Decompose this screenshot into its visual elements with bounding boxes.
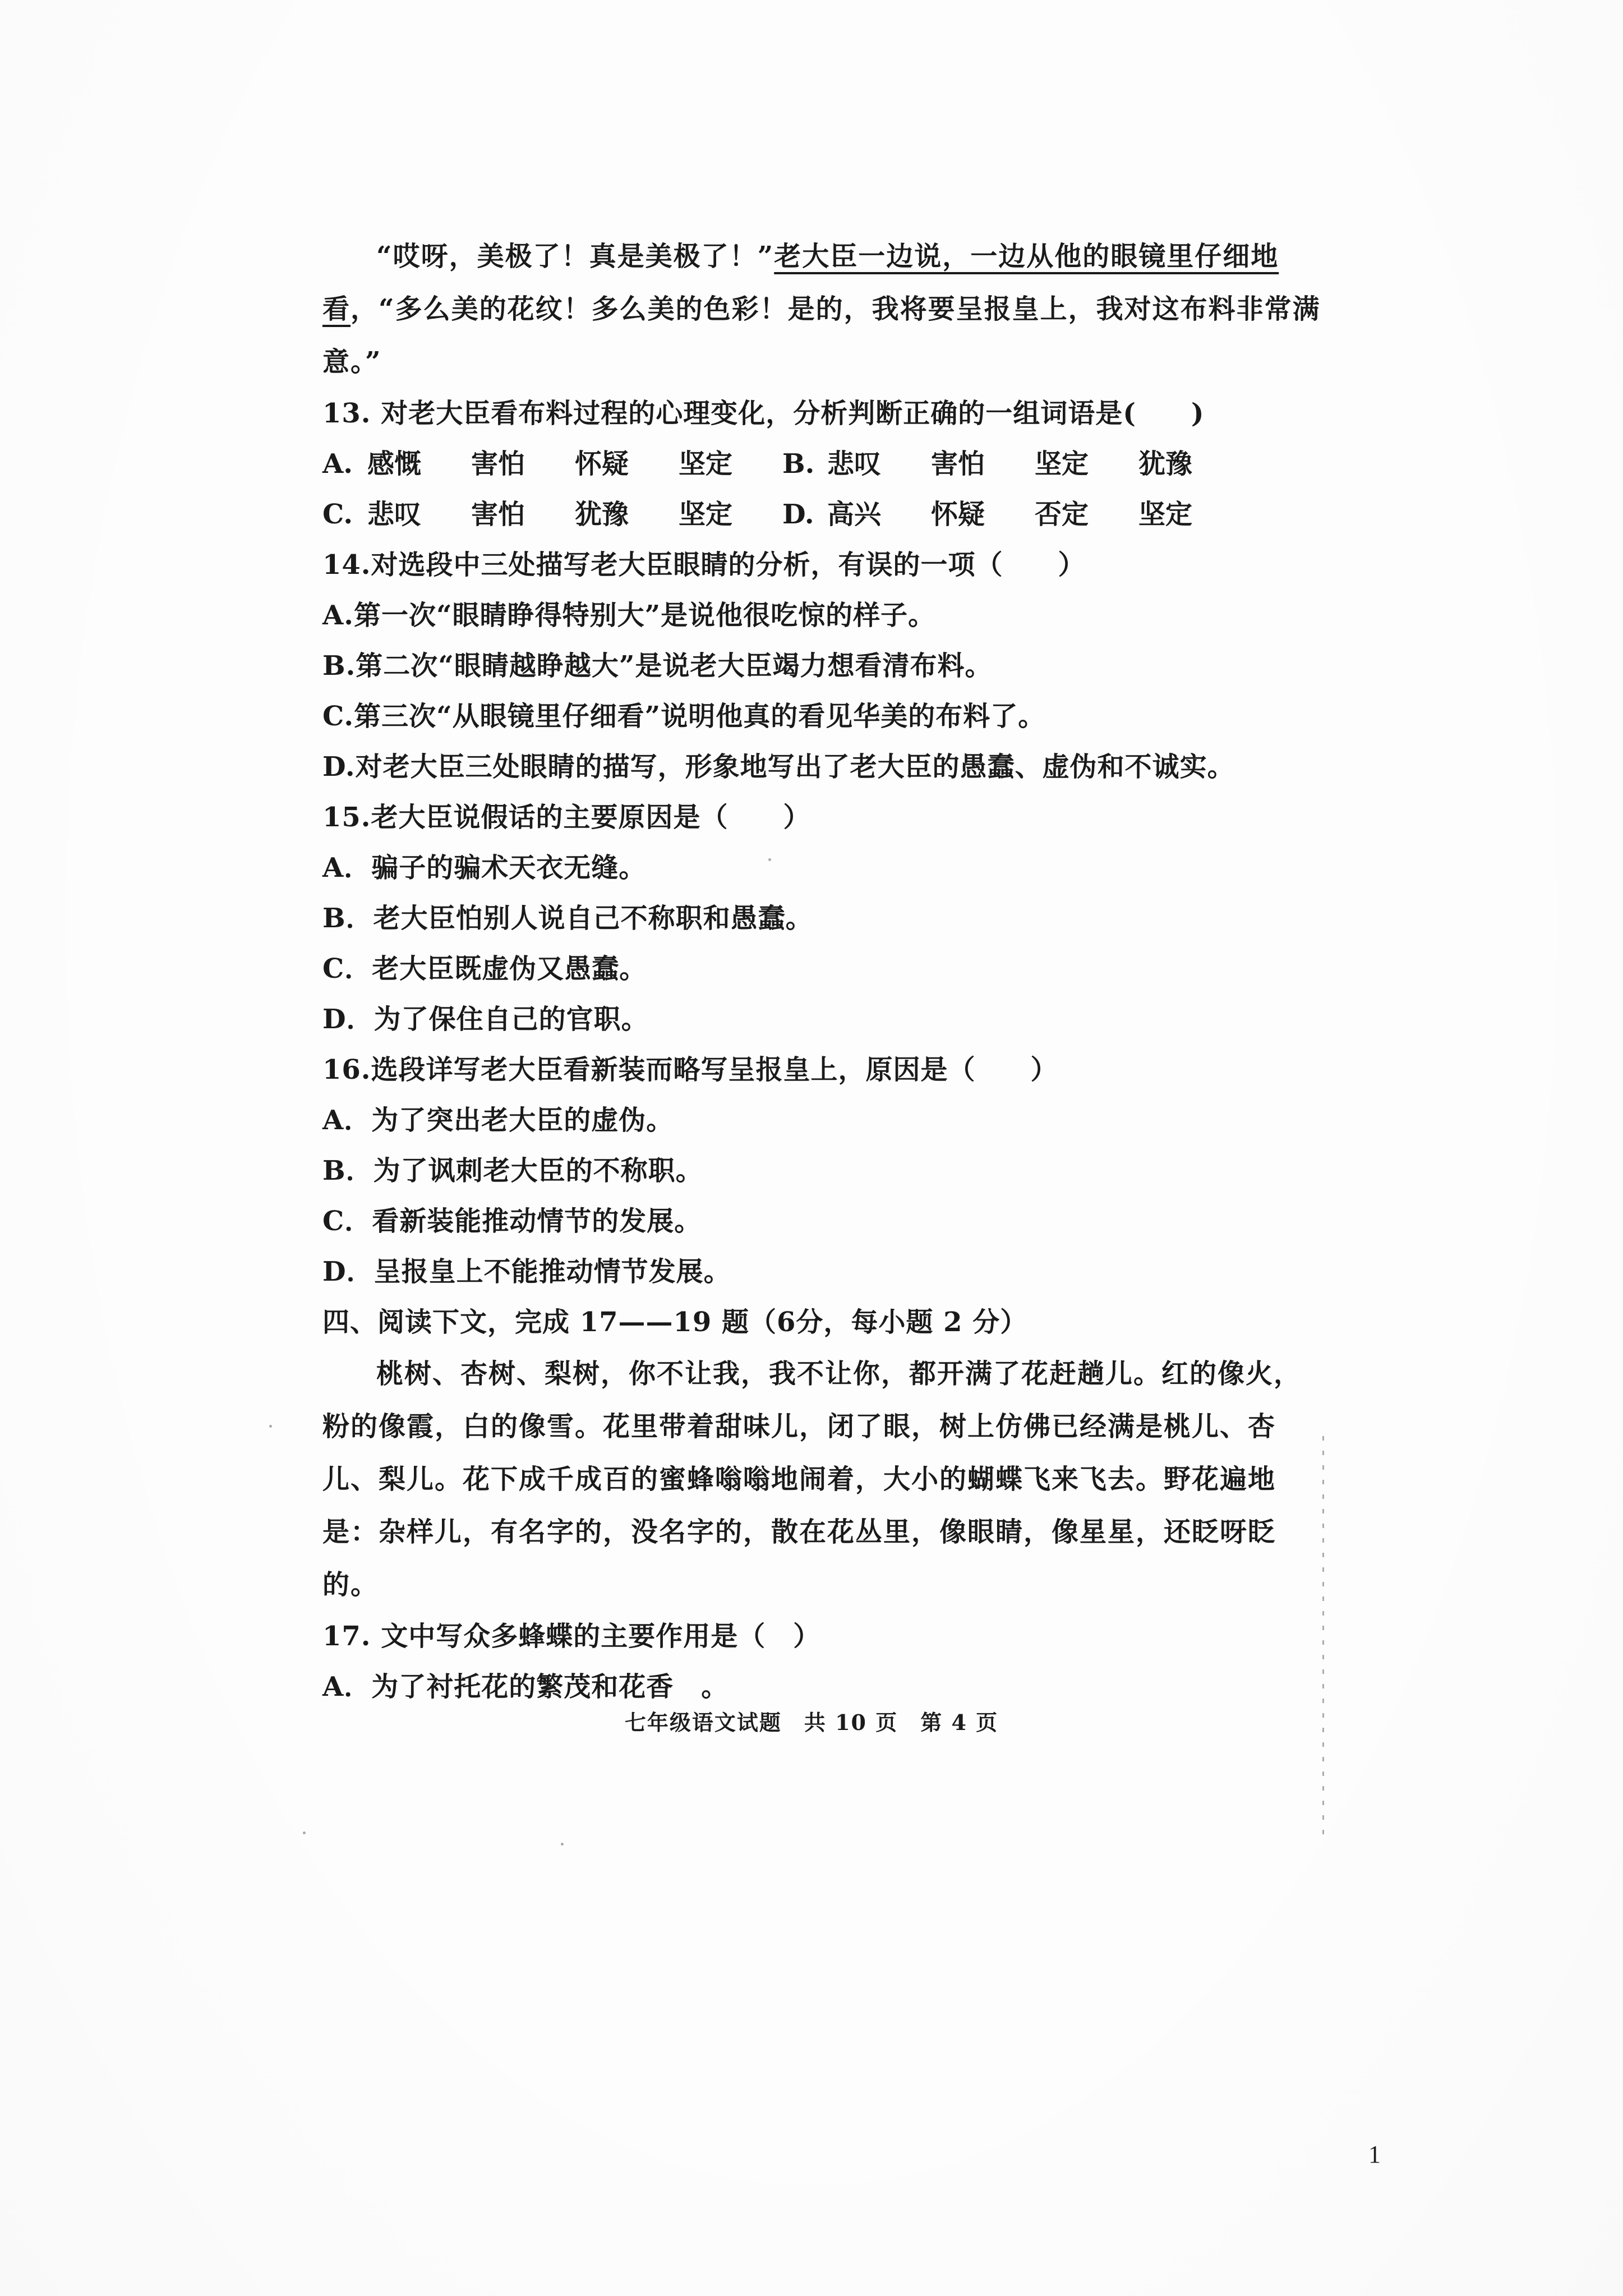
option-label: C. bbox=[322, 499, 353, 530]
question-17 bbox=[322, 1611, 1321, 1712]
option-d: D.对老大臣三处眼睛的描写，形象地写出了老大臣的愚蠢、虚伪和不诚实。 bbox=[322, 751, 1235, 783]
option-b: B．为了讽刺老大臣的不称职。 bbox=[322, 1155, 703, 1186]
option-b bbox=[782, 439, 1242, 489]
option-c bbox=[322, 489, 782, 540]
option-word: 怀疑 bbox=[575, 448, 629, 480]
passage-quote-start: “哎呀，美极了！真是美极了！” bbox=[376, 241, 774, 272]
passage-underlined-sentence: 老大臣一边说，一边从他的眼镜里仔细地看 bbox=[322, 241, 1279, 325]
option-label: B. bbox=[782, 448, 815, 480]
option-word: 坚定 bbox=[1138, 499, 1193, 530]
reading-passage: 桃树、杏树、梨树，你不让我，我不让你，都开满了花赶趟儿。红的像火，粉的像霞，白的像雪。花里带着甜味儿，闭了眼，树上仿佛已经满是桃儿、杏儿、梨儿。花下成千成百的蜜蜂嗡嗡地闹着，大小的蝴蝶飞来飞去。野花遍地是：杂样儿，有名字的，没名字的，散在花丛里，像眼睛，像星星，还眨呀眨的。 bbox=[322, 1358, 1302, 1600]
scan-speck bbox=[269, 1425, 272, 1428]
question-13 bbox=[322, 388, 1321, 540]
option-c: C.第三次“从眼镜里仔细看”说明他真的看见华美的布料了。 bbox=[322, 701, 1046, 732]
option-word: 悲叹 bbox=[367, 499, 422, 530]
option-word: 悲叹 bbox=[827, 448, 882, 480]
option-d: D．为了保住自己的官职。 bbox=[322, 1004, 649, 1035]
option-d: D．呈报皇上不能推动情节发展。 bbox=[322, 1256, 731, 1287]
question-15 bbox=[322, 792, 1321, 1045]
option-a: A.第一次“眼睛睁得特别大”是说他很吃惊的样子。 bbox=[322, 600, 936, 631]
question-stem: 13. 对老大臣看布料过程的心理变化，分析判断正确的一组词语是( ) bbox=[322, 398, 1205, 429]
option-a: A．骗子的骗术天衣无缝。 bbox=[322, 852, 647, 884]
option-word: 感慨 bbox=[367, 448, 422, 480]
option-b: B．老大臣怕别人说自己不称职和愚蠢。 bbox=[322, 903, 813, 934]
exam-content bbox=[322, 230, 1321, 1712]
option-row bbox=[322, 489, 1321, 540]
option-label: A. bbox=[322, 448, 353, 480]
question-stem: 15.老大臣说假话的主要原因是（ ） bbox=[322, 802, 811, 833]
option-word: 犹豫 bbox=[1138, 448, 1193, 480]
option-word: 害怕 bbox=[931, 448, 985, 480]
option-a: A．为了突出老大臣的虚伪。 bbox=[322, 1105, 674, 1136]
section-four bbox=[322, 1297, 1321, 1611]
option-a: A．为了衬托花的繁茂和花香 。 bbox=[322, 1671, 729, 1703]
option-word: 高兴 bbox=[827, 499, 882, 530]
binding-margin-mark bbox=[1322, 1436, 1324, 1840]
option-word: 否定 bbox=[1035, 499, 1089, 530]
option-word: 犹豫 bbox=[575, 499, 629, 530]
question-14 bbox=[322, 540, 1321, 792]
option-label: D. bbox=[782, 499, 814, 530]
section-heading: 四、阅读下文，完成 17——19 题（6分，每小题 2 分） bbox=[322, 1306, 1028, 1338]
option-word: 坚定 bbox=[679, 499, 733, 530]
option-d bbox=[782, 489, 1242, 540]
question-stem: 16.选段详写老大臣看新装而略写呈报皇上，原因是（ ） bbox=[322, 1054, 1058, 1085]
option-c: C．老大臣既虚伪又愚蠢。 bbox=[322, 953, 647, 984]
option-a bbox=[322, 439, 782, 489]
passage-quote-end: ，“多么美的花纹！多么美的色彩！是的，我将要呈报皇上，我对这布料非常满意。” bbox=[322, 293, 1321, 378]
page-footer: 七年级语文试题 共 10 页 第 4 页 bbox=[624, 1710, 999, 1735]
option-row bbox=[322, 439, 1321, 489]
scan-speck bbox=[561, 1843, 564, 1846]
question-16 bbox=[322, 1045, 1321, 1297]
option-c: C．看新装能推动情节的发展。 bbox=[322, 1205, 702, 1237]
option-word: 坚定 bbox=[1035, 448, 1089, 480]
option-word: 怀疑 bbox=[931, 499, 985, 530]
passage-excerpt bbox=[322, 230, 1321, 388]
option-word: 坚定 bbox=[679, 448, 733, 480]
scan-speck bbox=[303, 1832, 306, 1834]
option-word: 害怕 bbox=[471, 448, 525, 480]
option-word: 害怕 bbox=[471, 499, 525, 530]
option-b: B.第二次“眼睛越睁越大”是说老大臣竭力想看清布料。 bbox=[322, 650, 993, 682]
page-number: 1 bbox=[1368, 2141, 1381, 2168]
question-stem: 17. 文中写众多蜂蝶的主要作用是（ ） bbox=[322, 1621, 821, 1652]
question-stem: 14.对选段中三处描写老大臣眼睛的分析，有误的一项（ ） bbox=[322, 549, 1086, 581]
